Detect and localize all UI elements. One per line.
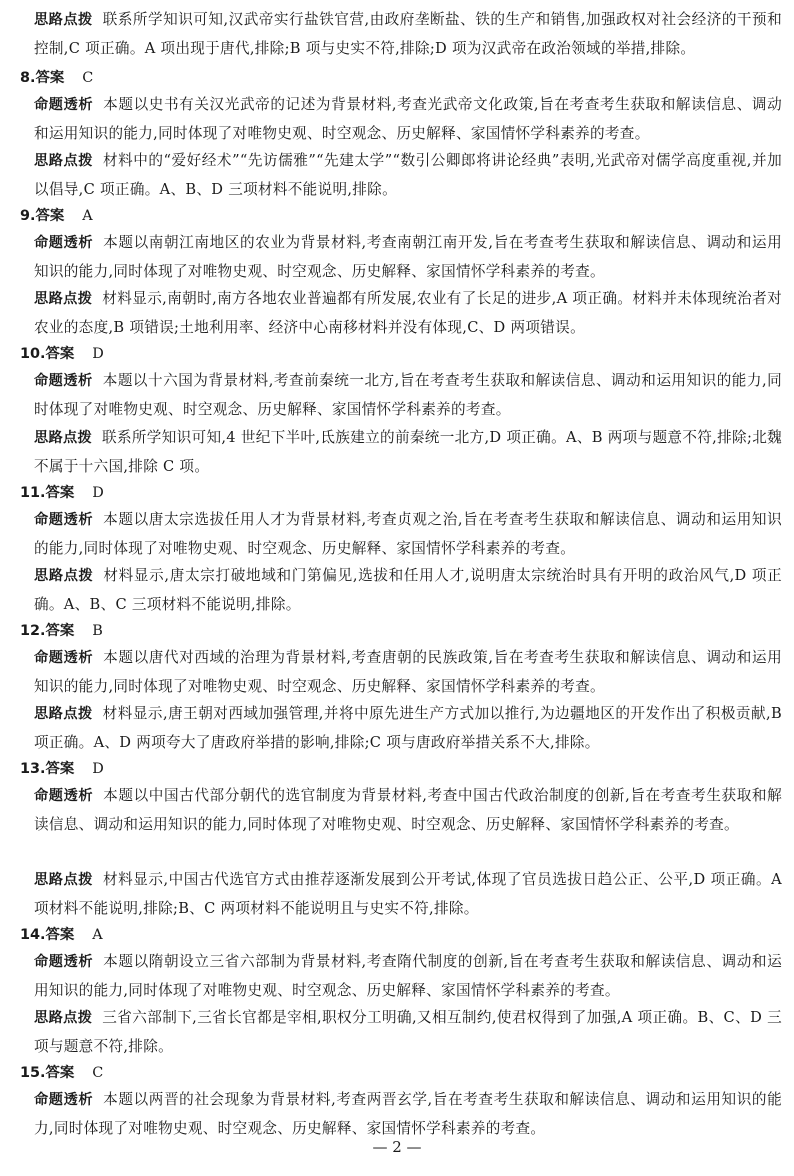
section-label: 思路点拨 — [34, 568, 94, 584]
explanation-paragraph — [34, 285, 782, 342]
explanation-paragraph — [34, 367, 782, 424]
section-label: 命题透析 — [34, 954, 94, 970]
explanation-paragraph — [34, 1086, 782, 1143]
explanation-text: 三省六部制下,三省长官都是宰相,职权分工明确,又相互制约,使君权得到了加强,A 项正确。B、C、D 三项与题意不符,排除。 — [34, 1009, 782, 1055]
answer-label: 答案 — [45, 927, 75, 943]
explanation-text: 本题以中国古代部分朝代的选官制度为背景材料,考查中国古代政治制度的创新,旨在考查考生获取和解读信息、调动和运用知识的能力,同时体现了对唯物史观、时空观念、历史解释、家国情怀学科素养的考查。 — [34, 787, 782, 833]
explanation-text: 材料显示,中国古代选官方式由推荐逐渐发展到公开考试,体现了官员选拔日趋公正、公平,D 项正确。A 项材料不能说明,排除;B、C 两项材料不能说明且与史实不符,排除。 — [34, 871, 783, 917]
explanation-text: 材料显示,唐太宗打破地域和门第偏见,选拔和任用人才,说明唐太宗统治时具有开明的政治风气,D 项正确。A、B、C 三项材料不能说明,排除。 — [34, 567, 782, 613]
question-number: 8. — [20, 70, 36, 86]
answer-letter: A — [92, 927, 103, 943]
section-label: 命题透析 — [34, 512, 94, 528]
section-label: 命题透析 — [34, 650, 94, 666]
answer-letter: C — [92, 1065, 104, 1081]
answer-letter: D — [92, 761, 104, 777]
question-number: 9. — [20, 208, 36, 224]
explanation-paragraph — [34, 147, 782, 204]
answer-label: 答案 — [45, 623, 75, 639]
section-label: 思路点拨 — [34, 430, 93, 446]
answer-label: 答案 — [35, 208, 65, 224]
section-label: 思路点拨 — [34, 153, 93, 169]
answer-line — [20, 341, 104, 367]
section-label: 命题透析 — [34, 788, 94, 804]
explanation-text: 本题以史书有关汉光武帝的记述为背景材料,考查光武帝文化政策,旨在考查考生获取和解读信息、调动和运用知识的能力,同时体现了对唯物史观、时空观念、历史解释、家国情怀学科素养的考查。 — [34, 96, 782, 142]
answer-line — [20, 618, 103, 644]
answer-letter: C — [82, 70, 94, 86]
answer-line — [20, 203, 93, 229]
section-label: 命题透析 — [34, 97, 94, 113]
explanation-text: 本题以唐代对西域的治理为背景材料,考查唐朝的民族政策,旨在考查考生获取和解读信息、调动和运用知识的能力,同时体现了对唯物史观、时空观念、历史解释、家国情怀学科素养的考查。 — [34, 649, 782, 695]
explanation-text: 本题以两晋的社会现象为背景材料,考查两晋玄学,旨在考查考生获取和解读信息、调动和运用知识的能力,同时体现了对唯物史观、时空观念、历史解释、家国情怀学科素养的考查。 — [34, 1091, 782, 1137]
explanation-text: 联系所学知识可知,4 世纪下半叶,氐族建立的前秦统一北方,D 项正确。A、B 两项与题意不符,排除;北魏不属于十六国,排除 C 项。 — [34, 429, 783, 475]
answer-line — [20, 65, 93, 91]
answer-label: 答案 — [45, 346, 75, 362]
page-number: — 2 — — [372, 1138, 422, 1156]
explanation-text: 本题以十六国为背景材料,考查前秦统一北方,旨在考查考生获取和解读信息、调动和运用知识的能力,同时体现了对唯物史观、时空观念、历史解释、家国情怀学科素养的考查。 — [34, 372, 782, 418]
explanation-text: 材料显示,唐王朝对西域加强管理,并将中原先进生产方式加以推行,为边疆地区的开发作出了积极贡献,B 项正确。A、D 两项夸大了唐政府举措的影响,排除;C 项与唐政府举措关系不大,排除。 — [34, 705, 783, 751]
answer-letter: D — [92, 346, 104, 362]
answer-line — [20, 480, 104, 506]
explanation-text: 联系所学知识可知,汉武帝实行盐铁官营,由政府垄断盐、铁的生产和销售,加强政权对社会经济的干预和控制,C 项正确。A 项出现于唐代,排除;B 项与史实不符,排除;D 项为汉武帝在政治领域的举措,排除。 — [34, 11, 782, 57]
explanation-text: 本题以南朝江南地区的农业为背景材料,考查南朝江南开发,旨在考查考生获取和解读信息、调动和运用知识的能力,同时体现了对唯物史观、时空观念、历史解释、家国情怀学科素养的考查。 — [34, 234, 782, 280]
explanation-text: 材料中的“爱好经术”“先访儒雅”“先建太学”“数引公卿郎将讲论经典”表明,光武帝对儒学高度重视,并加以倡导,C 项正确。A、B、D 三项材料不能说明,排除。 — [34, 152, 782, 198]
question-number: 11. — [20, 485, 46, 501]
answer-label: 答案 — [35, 70, 65, 86]
explanation-paragraph — [34, 866, 782, 923]
section-label: 命题透析 — [34, 1092, 94, 1108]
explanation-text: 本题以隋朝设立三省六部制为背景材料,考查隋代制度的创新,旨在考查考生获取和解读信息、调动和运用知识的能力,同时体现了对唯物史观、时空观念、历史解释、家国情怀学科素养的考查。 — [34, 953, 782, 999]
section-label: 思路点拨 — [34, 706, 93, 722]
question-number: 15. — [20, 1065, 46, 1081]
explanation-paragraph — [34, 424, 782, 481]
explanation-paragraph — [34, 700, 782, 757]
section-label: 思路点拨 — [34, 872, 93, 888]
explanation-paragraph — [34, 229, 782, 286]
question-number: 10. — [20, 346, 46, 362]
answer-label: 答案 — [45, 1065, 75, 1081]
answer-letter: D — [92, 485, 104, 501]
answer-letter: B — [92, 623, 103, 639]
question-number: 13. — [20, 761, 46, 777]
section-label: 思路点拨 — [34, 12, 93, 28]
answer-line — [20, 922, 103, 948]
question-number: 14. — [20, 927, 46, 943]
answer-line — [20, 756, 104, 782]
explanation-paragraph — [34, 782, 782, 839]
question-number: 12. — [20, 623, 46, 639]
explanation-paragraph — [34, 644, 782, 701]
explanation-paragraph — [34, 506, 782, 563]
section-label: 命题透析 — [34, 235, 94, 251]
answer-label: 答案 — [45, 485, 75, 501]
explanation-paragraph — [34, 562, 782, 619]
section-label: 思路点拨 — [34, 291, 93, 307]
answer-line — [20, 1060, 103, 1086]
explanation-text: 材料显示,南朝时,南方各地农业普遍都有所发展,农业有了长足的进步,A 项正确。材料并未体现统治者对农业的态度,B 项错误;土地利用率、经济中心南移材料并没有体现,C、D 两项错误。 — [34, 290, 783, 336]
answer-letter: A — [82, 208, 93, 224]
section-label: 思路点拨 — [34, 1010, 93, 1026]
explanation-text: 本题以唐太宗选拔任用人才为背景材料,考查贞观之治,旨在考查考生获取和解读信息、调动和运用知识的能力,同时体现了对唯物史观、时空观念、历史解释、家国情怀学科素养的考查。 — [34, 511, 782, 557]
explanation-paragraph — [34, 948, 782, 1005]
section-label: 命题透析 — [34, 373, 93, 389]
explanation-paragraph — [34, 1004, 782, 1061]
explanation-paragraph — [34, 6, 782, 63]
answer-label: 答案 — [45, 761, 75, 777]
explanation-paragraph — [34, 91, 782, 148]
